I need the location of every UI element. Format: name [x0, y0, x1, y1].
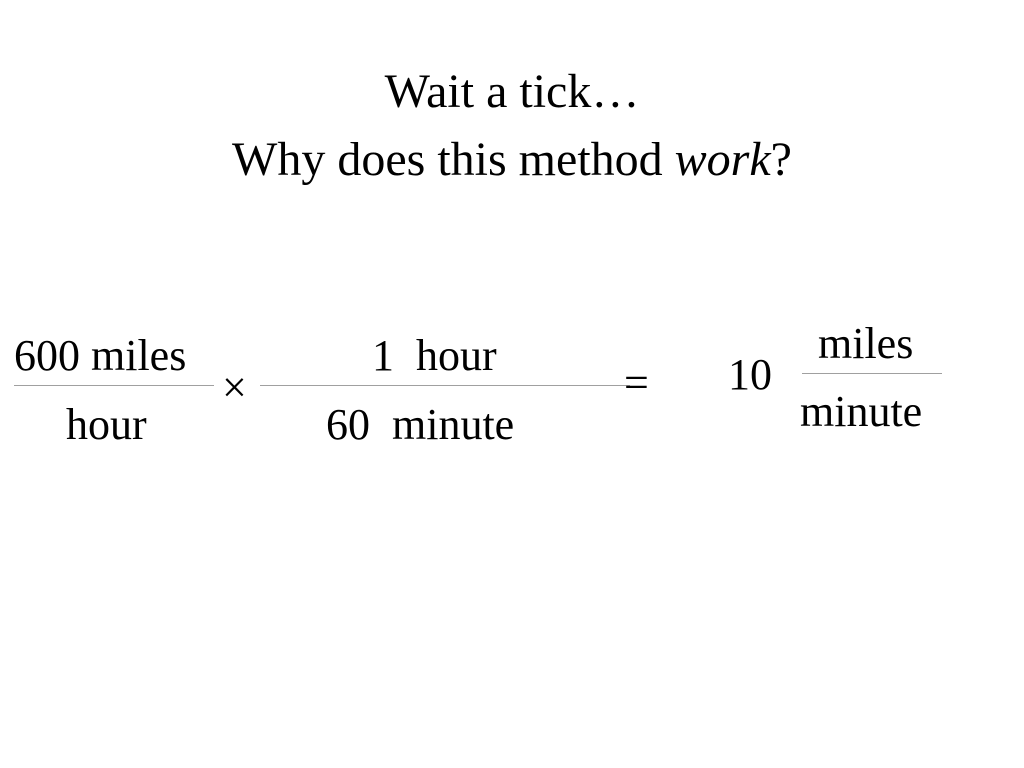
fraction-2-numerator: 1 hour: [372, 331, 497, 380]
fraction-3-bar: [802, 373, 942, 374]
title-emphasis-word: work: [674, 133, 771, 186]
fraction-2-bar: [260, 385, 630, 386]
fraction-1-denominator: hour: [66, 400, 147, 449]
title-line-2-prefix: Why does this method: [232, 133, 675, 186]
multiply-operator: ×: [222, 363, 247, 412]
result-coefficient: 10: [728, 350, 772, 399]
fraction-1-bar: [14, 385, 214, 386]
fraction-3-numerator: miles: [818, 319, 914, 368]
fraction-1-numerator: 600 miles: [14, 331, 187, 380]
fraction-2-denominator: 60 minute: [326, 400, 515, 449]
slide-title-line-1: Wait a tick…: [384, 65, 640, 118]
equals-operator: =: [624, 358, 649, 407]
fraction-3-denominator: minute: [800, 387, 923, 436]
title-line-2-suffix: ?: [770, 133, 792, 186]
